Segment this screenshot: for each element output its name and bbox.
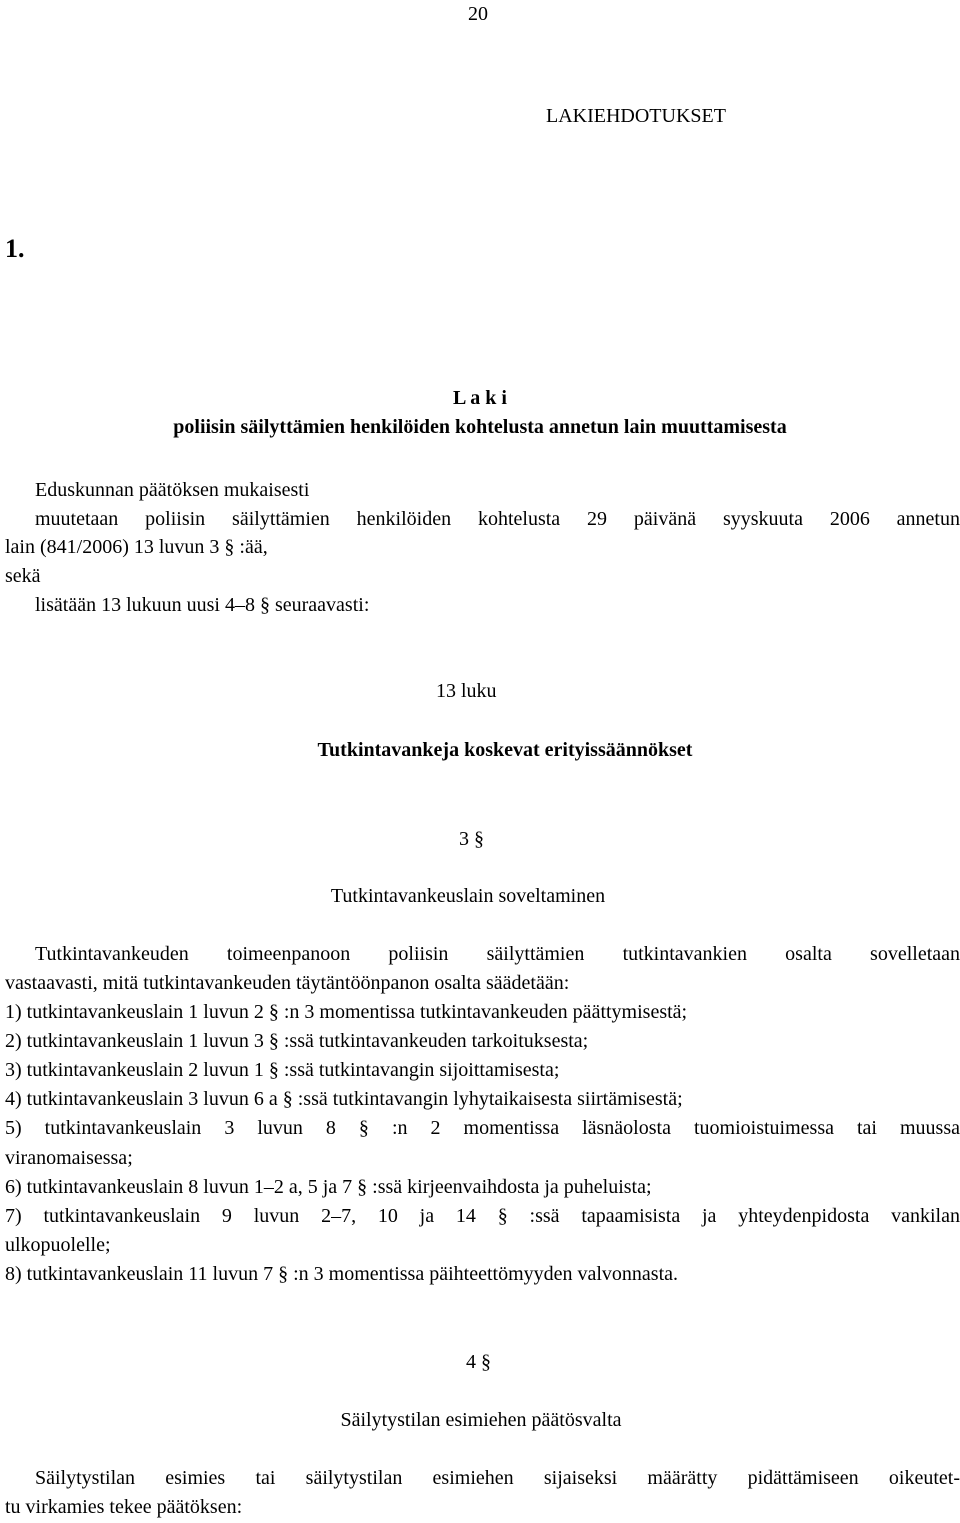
proposal-number: 1. xyxy=(5,234,25,263)
list-item: viranomaisessa; xyxy=(5,1147,133,1169)
chapter-number: 13 luku xyxy=(436,680,497,702)
list-item: 6) tutkintavankeuslain 8 luvun 1–2 a, 5 ja 7 § :ssä kirjeenvaihdosta ja puheluista; xyxy=(5,1176,652,1198)
preamble-line: muutetaan poliisin säilyttämien henkilöiden kohtelusta 29 päivänä syyskuuta 2006 annetun xyxy=(35,508,960,530)
preamble-line: Eduskunnan päätöksen mukaisesti xyxy=(35,479,310,501)
list-item: 2) tutkintavankeuslain 1 luvun 3 § :ssä tutkintavankeuden tarkoituksesta; xyxy=(5,1030,589,1052)
page-number: 20 xyxy=(468,3,488,25)
list-item: 1) tutkintavankeuslain 1 luvun 2 § :n 3 momentissa tutkintavankeuden päättymisestä; xyxy=(5,1001,688,1023)
section-heading: LAKIEHDOTUKSET xyxy=(546,105,726,127)
list-item: 3) tutkintavankeuslain 2 luvun 1 § :ssä tutkintavangin sijoittamisesta; xyxy=(5,1059,560,1081)
list-item: 7) tutkintavankeuslain 9 luvun 2–7, 10 ja 14 § :ssä tapaamisista ja yhteydenpidosta vankilan xyxy=(5,1205,960,1227)
section-paragraph-line: tu virkamies tekee päätöksen: xyxy=(5,1496,243,1518)
preamble-line: sekä xyxy=(5,565,41,587)
section-paragraph-line: Tutkintavankeuden toimeenpanoon poliisin säilyttämien tutkintavankien osalta sovelletaan xyxy=(35,943,960,965)
list-item: 4) tutkintavankeuslain 3 luvun 6 a § :ssä tutkintavangin lyhytaikaisesta siirtämisestä; xyxy=(5,1088,683,1110)
section-number: 3 § xyxy=(459,828,484,850)
list-item: 8) tutkintavankeuslain 11 luvun 7 § :n 3 momentissa päihteettömyyden valvonnasta. xyxy=(5,1263,679,1285)
list-item: ulkopuolelle; xyxy=(5,1234,111,1256)
section-paragraph-line: vastaavasti, mitä tutkintavankeuden täytäntöönpanon osalta säädetään: xyxy=(5,972,570,994)
list-item: 5) tutkintavankeuslain 3 luvun 8 § :n 2 momentissa läsnäolosta tuomioistuimessa tai muussa xyxy=(5,1117,960,1139)
chapter-title: Tutkintavankeja koskevat erityissäännökset xyxy=(317,739,693,761)
law-label: L a k i xyxy=(453,387,507,409)
section-number: 4 § xyxy=(466,1351,491,1373)
section-paragraph-line: Säilytystilan esimies tai säilytystilan esimiehen sijaiseksi määrätty pidättämiseen oikeutet- xyxy=(35,1467,960,1489)
preamble-line: lisätään 13 lukuun uusi 4–8 § seuraavasti: xyxy=(35,594,370,616)
law-title: poliisin säilyttämien henkilöiden kohtelusta annetun lain muuttamisesta xyxy=(173,416,787,438)
section-title: Tutkintavankeuslain soveltaminen xyxy=(330,885,606,907)
preamble-line: lain (841/2006) 13 luvun 3 § :ää, xyxy=(5,536,268,558)
section-title: Säilytystilan esimiehen päätösvalta xyxy=(340,1409,622,1431)
